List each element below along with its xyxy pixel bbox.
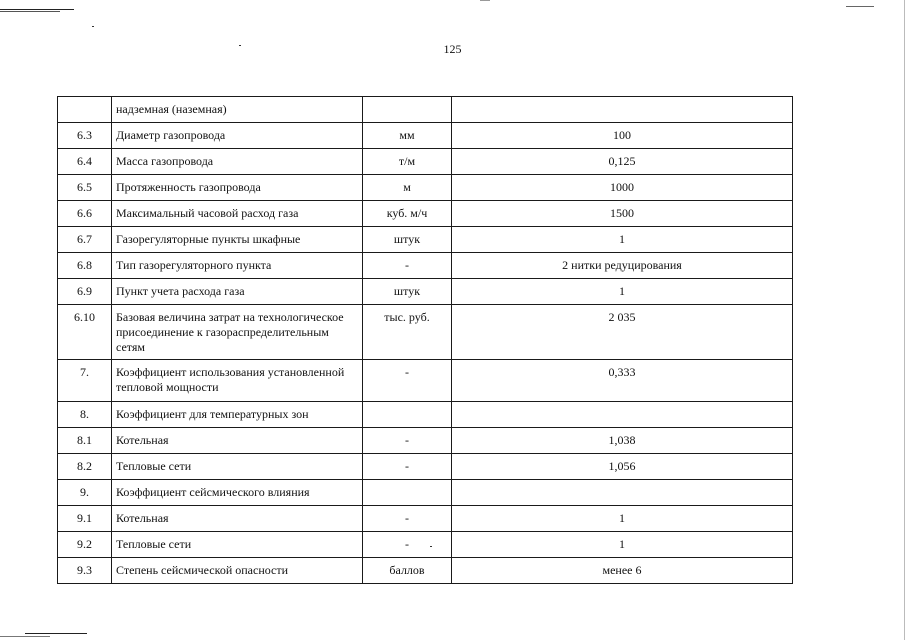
row-value: 100: [452, 123, 793, 149]
row-unit: [363, 402, 452, 428]
table-row: [58, 402, 793, 428]
row-value: 0,333: [452, 360, 793, 402]
scan-edge-mark: [0, 11, 60, 12]
row-value: 1500: [452, 201, 793, 227]
row-value: [452, 402, 793, 428]
row-value: 1,056: [452, 454, 793, 480]
table-row: [58, 149, 793, 175]
row-parameter: надземная (наземная): [112, 97, 363, 123]
row-parameter: Тепловые сети: [112, 532, 363, 558]
row-unit: -: [363, 428, 452, 454]
table-row: [58, 175, 793, 201]
row-parameter: Коэффициент использования установленной тепловой мощности: [112, 360, 363, 402]
row-number: 6.9: [58, 279, 112, 305]
row-number: 9.1: [58, 506, 112, 532]
row-value: 1: [452, 279, 793, 305]
row-parameter: Масса газопровода: [112, 149, 363, 175]
row-parameter: Протяженность газопровода: [112, 175, 363, 201]
row-parameter: Тип газорегуляторного пункта: [112, 253, 363, 279]
scan-edge-mark: [0, 9, 74, 10]
row-number: [58, 97, 112, 123]
table-row: [58, 558, 793, 584]
row-number: 9.3: [58, 558, 112, 584]
row-value: менее 6: [452, 558, 793, 584]
table-row: [58, 360, 793, 402]
row-unit: куб. м/ч: [363, 201, 452, 227]
scan-edge-mark: [0, 636, 50, 637]
row-parameter: Максимальный часовой расход газа: [112, 201, 363, 227]
row-unit: штук: [363, 279, 452, 305]
row-value: 0,125: [452, 149, 793, 175]
row-unit: -: [363, 360, 452, 402]
row-value: [452, 97, 793, 123]
scan-edge-mark: [846, 6, 874, 7]
row-unit: -: [363, 506, 452, 532]
row-number: 9.2: [58, 532, 112, 558]
row-parameter: Базовая величина затрат на технологическое присоединение к газораспределительным сетям: [112, 305, 363, 360]
row-number: 9.: [58, 480, 112, 506]
row-value: 1,038: [452, 428, 793, 454]
table-row: [58, 532, 793, 558]
row-number: 6.8: [58, 253, 112, 279]
table-row: [58, 480, 793, 506]
row-value: [452, 480, 793, 506]
table-row: [58, 253, 793, 279]
row-parameter: Тепловые сети: [112, 454, 363, 480]
row-number: 8.1: [58, 428, 112, 454]
row-value: 2 035: [452, 305, 793, 360]
row-number: 6.7: [58, 227, 112, 253]
row-parameter: Коэффициент для температурных зон: [112, 402, 363, 428]
row-parameter: Котельная: [112, 506, 363, 532]
row-parameter: Степень сейсмической опасности: [112, 558, 363, 584]
page-number: 125: [443, 42, 462, 56]
table-row: [58, 201, 793, 227]
table-row: [58, 454, 793, 480]
row-unit: мм: [363, 123, 452, 149]
table-row: [58, 305, 793, 360]
row-value: 1: [452, 227, 793, 253]
row-unit: -: [363, 253, 452, 279]
scan-edge-mark: [480, 0, 490, 1]
table-row: [58, 506, 793, 532]
row-number: 6.4: [58, 149, 112, 175]
row-unit: т/м: [363, 149, 452, 175]
specification-table: [57, 96, 793, 584]
row-value: 1: [452, 532, 793, 558]
scan-edge-mark: [25, 633, 87, 634]
table-body: [58, 97, 793, 584]
row-parameter: Диаметр газопровода: [112, 123, 363, 149]
row-unit: -: [363, 454, 452, 480]
row-unit: баллов: [363, 558, 452, 584]
row-unit: [363, 480, 452, 506]
table-row: [58, 97, 793, 123]
row-number: 6.10: [58, 305, 112, 360]
row-unit: тыс. руб.: [363, 305, 452, 360]
row-value: 1000: [452, 175, 793, 201]
row-number: 6.3: [58, 123, 112, 149]
row-unit: штук: [363, 227, 452, 253]
row-value: 2 нитки редуцирования: [452, 253, 793, 279]
row-number: 8.2: [58, 454, 112, 480]
row-number: 8.: [58, 402, 112, 428]
row-number: 7.: [58, 360, 112, 402]
row-value: 1: [452, 506, 793, 532]
row-unit: м: [363, 175, 452, 201]
table-row: [58, 279, 793, 305]
row-number: 6.5: [58, 175, 112, 201]
table-row: [58, 227, 793, 253]
row-number: 6.6: [58, 201, 112, 227]
row-parameter: Пункт учета расхода газа: [112, 279, 363, 305]
row-parameter: Котельная: [112, 428, 363, 454]
row-unit: -: [363, 532, 452, 558]
scan-speck: [92, 26, 94, 27]
table-row: [58, 123, 793, 149]
table-row: [58, 428, 793, 454]
row-parameter: Газорегуляторные пункты шкафные: [112, 227, 363, 253]
row-unit: [363, 97, 452, 123]
row-parameter: Коэффициент сейсмического влияния: [112, 480, 363, 506]
